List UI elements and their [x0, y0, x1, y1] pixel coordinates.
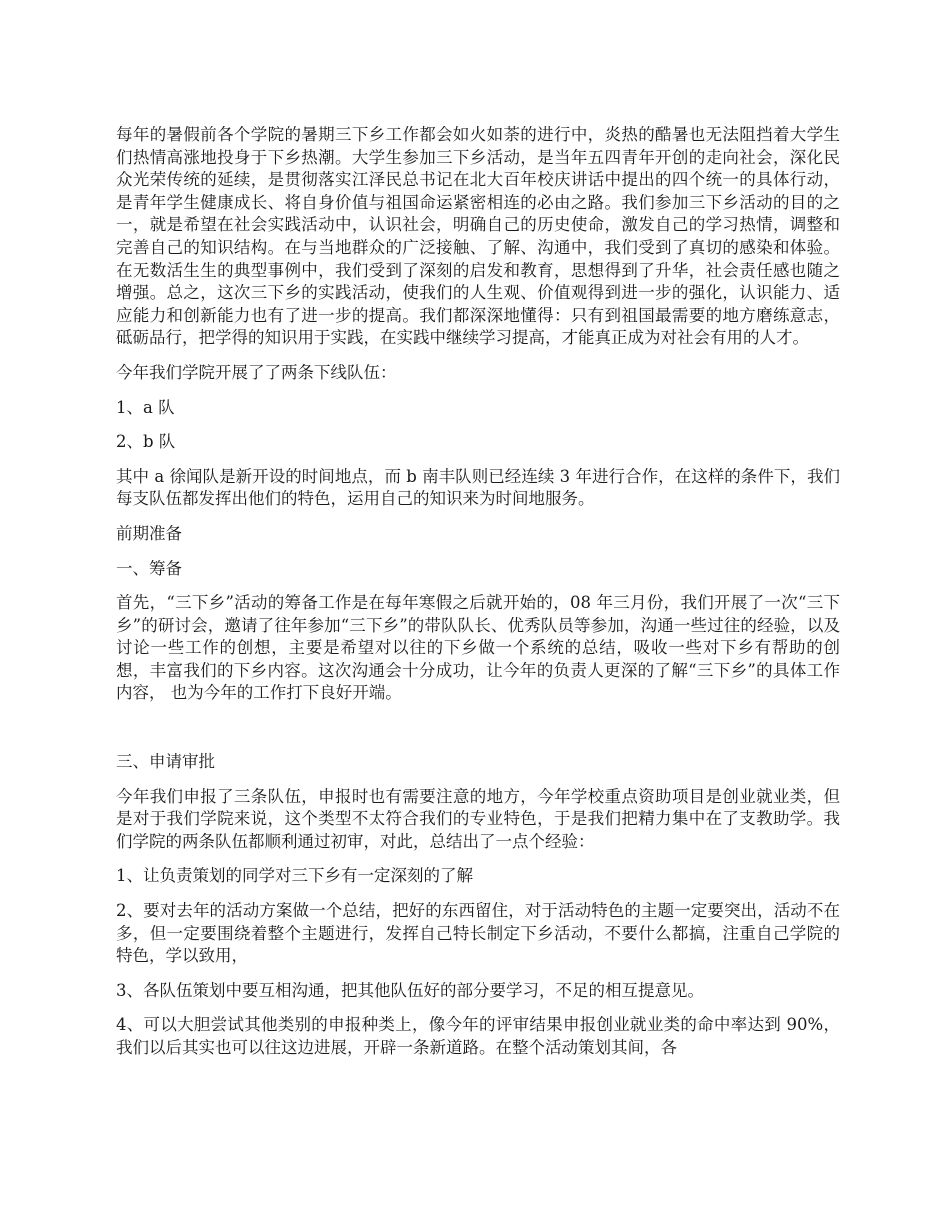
tip-item-2: 2、要对去年的活动方案做一个总结，把好的东西留住，对于活动特色的主题一定要突出，活动不在多，但一定要围绕着整个主题进行，发挥自己特长制定下乡活动，不要什么都搞，注重自己学院的特色，学以致用，	[116, 901, 840, 966]
prep-heading: 前期准备	[116, 523, 182, 543]
section3-body: 今年我们申报了三条队伍，申报时也有需要注意的地方，今年学校重点资助项目是创业就业类，但是对于我们学院来说，这个类型不太符合我们的专业特色，于是我们把精力集中在了支教助学。我们学院的两条队伍都顺利通过初审，对此，总结出了一点个经验：	[116, 786, 840, 851]
document-page	[116, 124, 840, 1072]
tip-item-1: 1、让负责策划的同学对三下乡有一定深刻的了解	[116, 866, 473, 886]
tip-item-4: 4、可以大胆尝试其他类别的申报种类上，像今年的评审结果申报创业就业类的命中率达到 90%，我们以后其实也可以往这边进展，开辟一条新道路。在整个活动策划其间，各	[116, 1015, 840, 1057]
team-b-item: 2、b 队	[116, 432, 176, 452]
section-spacer	[116, 717, 840, 751]
teams-intro-paragraph: 今年我们学院开展了了两条下线队伍：	[116, 362, 397, 382]
team-a-item: 1、a 队	[116, 397, 175, 417]
teams-detail-paragraph: 其中 a 徐闻队是新开设的时间地点，而 b 南丰队则已经连续 3 年进行合作，在这样的条件下，我们每支队伍都发挥出他们的特色，运用自己的知识来为时间地服务。	[116, 466, 840, 509]
section1-body: 首先，“三下乡”活动的筹备工作是在每年寒假之后就开始的，08 年三月份，我们开展了一次“三下乡”的研讨会，邀请了往年参加“三下乡”的带队队长、优秀队员等参加，沟通一些过往的经验，以及讨论一些工作的创想，主要是希望对以往的下乡做一个系统的总结，吸收一些对下乡有帮助的创想，丰富我们的下乡内容。这次沟通会十分成功，让今年的负责人更深的了解“三下乡”的具体工作内容， 也为今年的工作打下良好开端。	[116, 593, 840, 703]
section3-heading: 三、申请审批	[116, 752, 215, 772]
intro-paragraph: 每年的暑假前各个学院的暑期三下乡工作都会如火如荼的进行中，炎热的酷暑也无法阻挡着大学生们热情高涨地投身于下乡热潮。大学生参加三下乡活动，是当年五四青年开创的走向社会，深化民众光荣传统的延续，是贯彻落实江泽民总书记在北大百年校庆讲话中提出的四个统一的具体行动，是青年学生健康成长、将自身价值与祖国命运紧密相连的必由之路。我们参加三下乡活动的目的之一，就是希望在社会实践活动中，认识社会，明确自己的历史使命，激发自己的学习热情，调整和完善自己的知识结构。在与当地群众的广泛接触、了解、沟通中，我们受到了真切的感染和体验。在无数活生生的典型事例中，我们受到了深刻的启发和教育，思想得到了升华，社会责任感也随之增强。总之，这次三下乡的实践活动，使我们的人生观、价值观得到进一步的强化，认识能力、适应能力和创新能力也有了进一步的提高。我们都深深地懂得：只有到祖国最需要的地方磨练意志，砥砺品行，把学得的知识用于实践，在实践中继续学习提高，才能真正成为对社会有用的人才。	[116, 125, 840, 348]
tip-item-3: 3、各队伍策划中要互相沟通，把其他队伍好的部分要学习，不足的相互提意见。	[116, 980, 704, 1000]
section1-heading: 一、筹备	[116, 558, 182, 578]
